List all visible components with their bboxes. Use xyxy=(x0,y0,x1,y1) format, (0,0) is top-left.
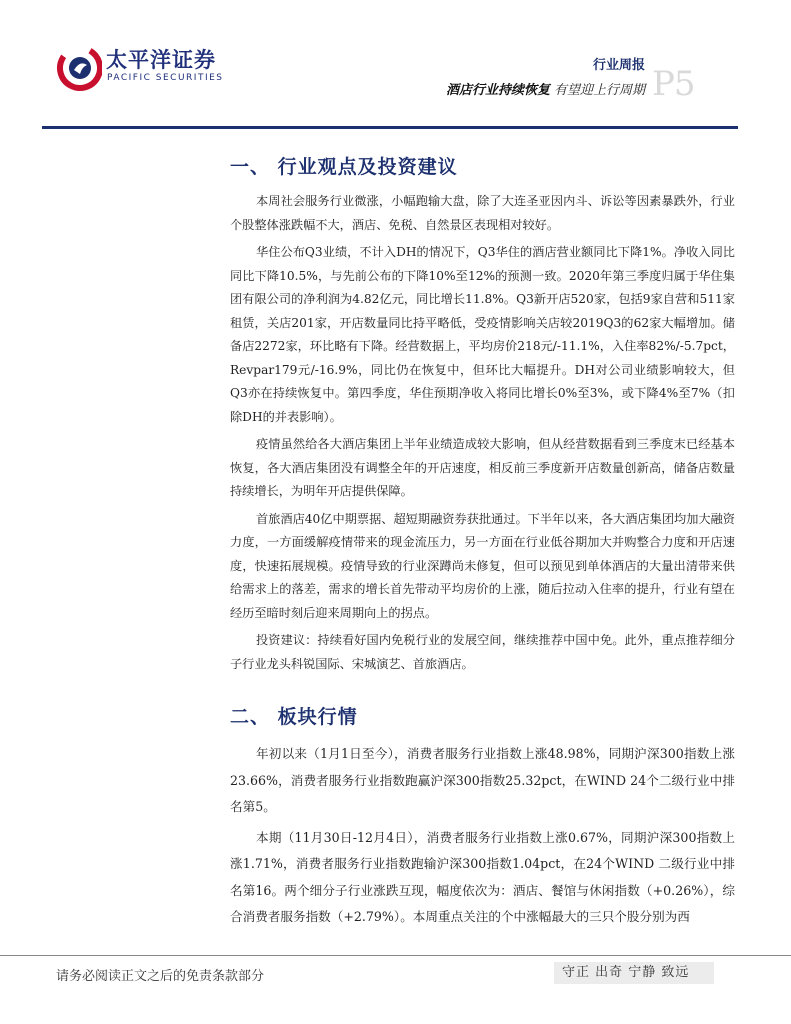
report-title-normal: 有望迎上行周期 xyxy=(553,83,645,98)
logo-cn-text: 太平洋证券 xyxy=(106,48,216,72)
paragraph: 华住公布Q3业绩，不计入DH的情况下，Q3华住的酒店营业额同比下降1%。净收入同比同比下降10.5%，与先前公布的下降10%至12%的预测一致。2020年第三季度归属于华住集团有限公司的净利润为4.82亿元，同比增长11.8%。Q3新开店520家，包括9家自营和511家租赁，关店201家，开店数量同比持平略低，受疫情影响关店较2019Q3的62家大幅增加。储备店2272家，环比略有下降。经营数据上，平均房价218元/-11.1%，入住率82%/-5.7pct，Revpar179元/-16.9%，同比仍在恢复中，但环比大幅提升。DH对公司业绩影响较大，但Q3亦在持续恢复中。第四季度，华住预期净收入将同比增长0%至3%，或下降4%至7%（扣除DH的并表影响）。 xyxy=(230,245,735,424)
header-info xyxy=(446,54,645,98)
report-title-bold: 酒店行业持续恢复 xyxy=(445,83,550,98)
page-number: P5 xyxy=(652,64,695,104)
main-content xyxy=(230,152,735,935)
paragraph: 本期（11月30日-12月4日），消费者服务行业指数上涨0.67%，同期沪深300指数上涨1.71%，消费者服务行业指数跑输沪深300指数1.04pct，在24个WIND 二级行业中排名第16。两个细分子行业涨跌互现，幅度依次为：酒店、餐馆与休闲指数（+0.26%），综合消费者服务指数（+2.79%）。本周重点关注的个中涨幅最大的三只个股分别为西 xyxy=(230,829,735,924)
paragraph: 投资建议：持续看好国内免税行业的发展空间，继续推荐中国中免。此外，重点推荐细分子行业龙头科锐国际、宋城演艺、首旅酒店。 xyxy=(230,633,735,671)
logo-en-text: PACIFIC SECURITIES xyxy=(107,73,224,83)
paragraph: 年初以来（1月1日至今），消费者服务行业指数上涨48.98%，同期沪深300指数上涨23.66%，消费者服务行业指数跑赢沪深300指数25.32pct，在WIND 24个二级行业中排名第5。 xyxy=(230,746,735,814)
paragraph: 疫情虽然给各大酒店集团上半年业绩造成较大影响，但从经营数据看到三季度末已经基本恢复，各大酒店集团没有调整全年的开店速度，相反前三季度新开店数量创新高，储备店数量持续增长，为明年开店提供保障。 xyxy=(230,437,735,498)
footer-disclaimer: 请务必阅读正文之后的免责条款部分 xyxy=(56,969,265,984)
paragraph: 首旅酒店40亿中期票据、超短期融资券获批通过。下半年以来，各大酒店集团均加大融资力度，一方面缓解疫情带来的现金流压力，另一方面在行业低谷期加大并购整合力度和开店速度，快速拓展规模。疫情导致的行业深蹲尚未修复，但可以预见到单体酒店的大量出清带来供给需求上的落差，需求的增长首先带动平均房价的上涨，随后拉动入住率的提升，行业有望在经历至暗时刻后迎来周期向上的拐点。 xyxy=(230,511,735,620)
footer-motto: 守正 出奇 宁静 致远 xyxy=(554,962,714,984)
footer-divider xyxy=(0,955,791,956)
company-logo xyxy=(56,40,224,94)
section1-heading: 一、 行业观点及投资建议 xyxy=(230,156,458,178)
report-category: 行业周报 xyxy=(592,58,645,73)
section-industry-view xyxy=(230,152,735,676)
section2-heading: 二、 板块行情 xyxy=(230,706,358,728)
paragraph: 本周社会服务行业微涨，小幅跑输大盘，除了大连圣亚因内斗、诉讼等因素暴跌外，行业个股整体涨跌幅不大，酒店、免税、自然景区表现相对较好。 xyxy=(230,194,735,232)
section-market-performance xyxy=(230,702,735,931)
pacific-logo-icon xyxy=(56,40,102,94)
header-divider xyxy=(42,126,738,129)
report-subtitle xyxy=(446,79,645,98)
